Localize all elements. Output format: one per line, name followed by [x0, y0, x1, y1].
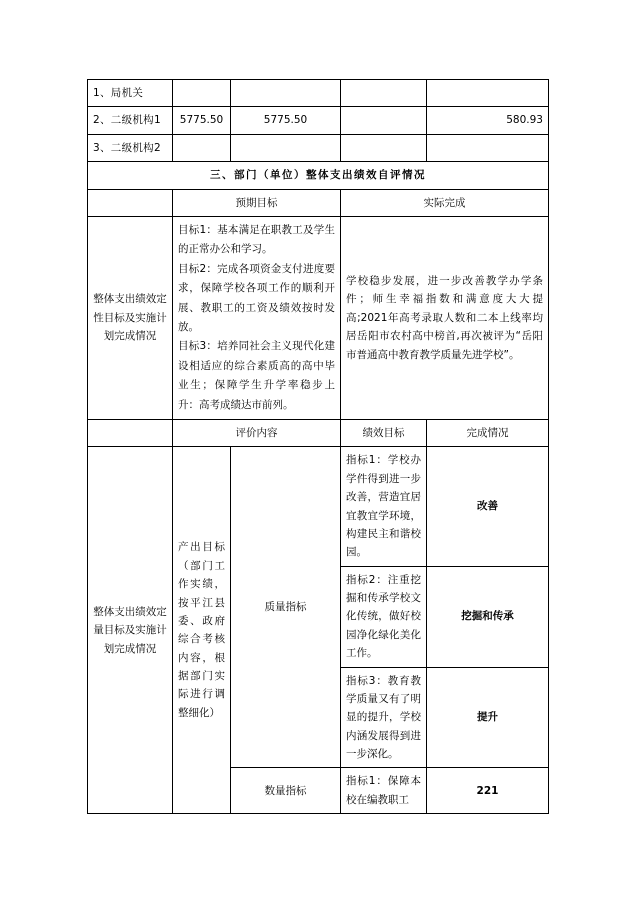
table-row [88, 80, 549, 107]
row-2-col-2: 5775.50 [231, 107, 341, 134]
expected-target-2: 目标2：完成各项资金支付进度要求，保障学校各项工作的顺利开展、教职工的工资及绩效按时发放。 [178, 262, 335, 333]
row-3-col-1 [173, 134, 231, 161]
expected-targets-cell [173, 216, 341, 419]
row-1-col-1 [173, 80, 231, 107]
header-completion-status: 完成情况 [427, 420, 549, 447]
quantity-indicator-1-target: 指标1：保障本校在编教职工 [341, 768, 427, 814]
header-expected-target: 预期目标 [173, 189, 341, 216]
qualitative-body-row [88, 216, 549, 419]
expected-target-3: 目标3：培养同社会主义现代化建设相适应的综合素质高的高中毕业生；保障学生升学率稳步上升：高考成绩达市前列。 [178, 340, 335, 411]
quality-indicator-1-target: 指标1：学校办学件得到进一步改善，营造宜居宜教宜学环境，构建民主和谐校园。 [341, 447, 427, 566]
actual-completion-cell: 学校稳步发展，进一步改善教学办学条件；师生幸福指数和满意度大大提高;2021年高考录取人数和二本上线率均居岳阳市农村高中榜首,再次被评为“岳阳市普通高中教育教学质量先进学校”。 [341, 216, 549, 419]
section-title: 三、部门（单位）整体支出绩效自评情况 [88, 162, 549, 189]
row-1-col-3 [341, 80, 427, 107]
qualitative-corner-cell [88, 189, 173, 216]
quantity-indicator-1-status: 221 [427, 768, 549, 814]
row-label-3: 3、二级机构2 [88, 134, 173, 161]
report-table [87, 79, 549, 814]
quality-indicator-3-status: 提升 [427, 667, 549, 768]
header-actual-completion: 实际完成 [341, 189, 549, 216]
row-label-2: 2、二级机构1 [88, 107, 173, 134]
group-label-quality: 质量指标 [231, 447, 341, 768]
header-performance-target: 绩效目标 [341, 420, 427, 447]
section-title-row [88, 162, 549, 189]
row-2-col-3 [341, 107, 427, 134]
row-3-col-4 [427, 134, 549, 161]
quality-indicator-3-target: 指标3：教育教学质量又有了明显的提升，学校内涵发展得到进一步深化。 [341, 667, 427, 768]
quality-indicator-1-status: 改善 [427, 447, 549, 566]
output-target-description: 产出目标（部门工作实绩，按平江县委、政府综合考核内容，根据部门实际进行调整细化） [173, 447, 231, 814]
group-label-quantity: 数量指标 [231, 768, 341, 814]
expected-target-1: 目标1：基本满足在职教工及学生的正常办公和学习。 [178, 223, 335, 256]
table-row [88, 107, 549, 134]
row-1-col-2 [231, 80, 341, 107]
quantitative-header-row [88, 420, 549, 447]
quality-indicator-2-target: 指标2：注重挖掘和传承学校文化传统，做好校园净化绿化美化工作。 [341, 566, 427, 667]
quantitative-row-label: 整体支出绩效定量目标及实施计划完成情况 [88, 447, 173, 814]
row-2-col-1: 5775.50 [173, 107, 231, 134]
row-2-col-4: 580.93 [427, 107, 549, 134]
quantitative-corner-cell [88, 420, 173, 447]
quality-indicator-2-status: 挖掘和传承 [427, 566, 549, 667]
qualitative-row-label: 整体支出绩效定性目标及实施计划完成情况 [88, 216, 173, 419]
row-label-1: 1、局机关 [88, 80, 173, 107]
row-1-col-4 [427, 80, 549, 107]
header-evaluation-content: 评价内容 [173, 420, 341, 447]
quantitative-row-quality-1 [88, 447, 549, 566]
row-3-col-2 [231, 134, 341, 161]
row-3-col-3 [341, 134, 427, 161]
table-row [88, 134, 549, 161]
qualitative-header-row [88, 189, 549, 216]
